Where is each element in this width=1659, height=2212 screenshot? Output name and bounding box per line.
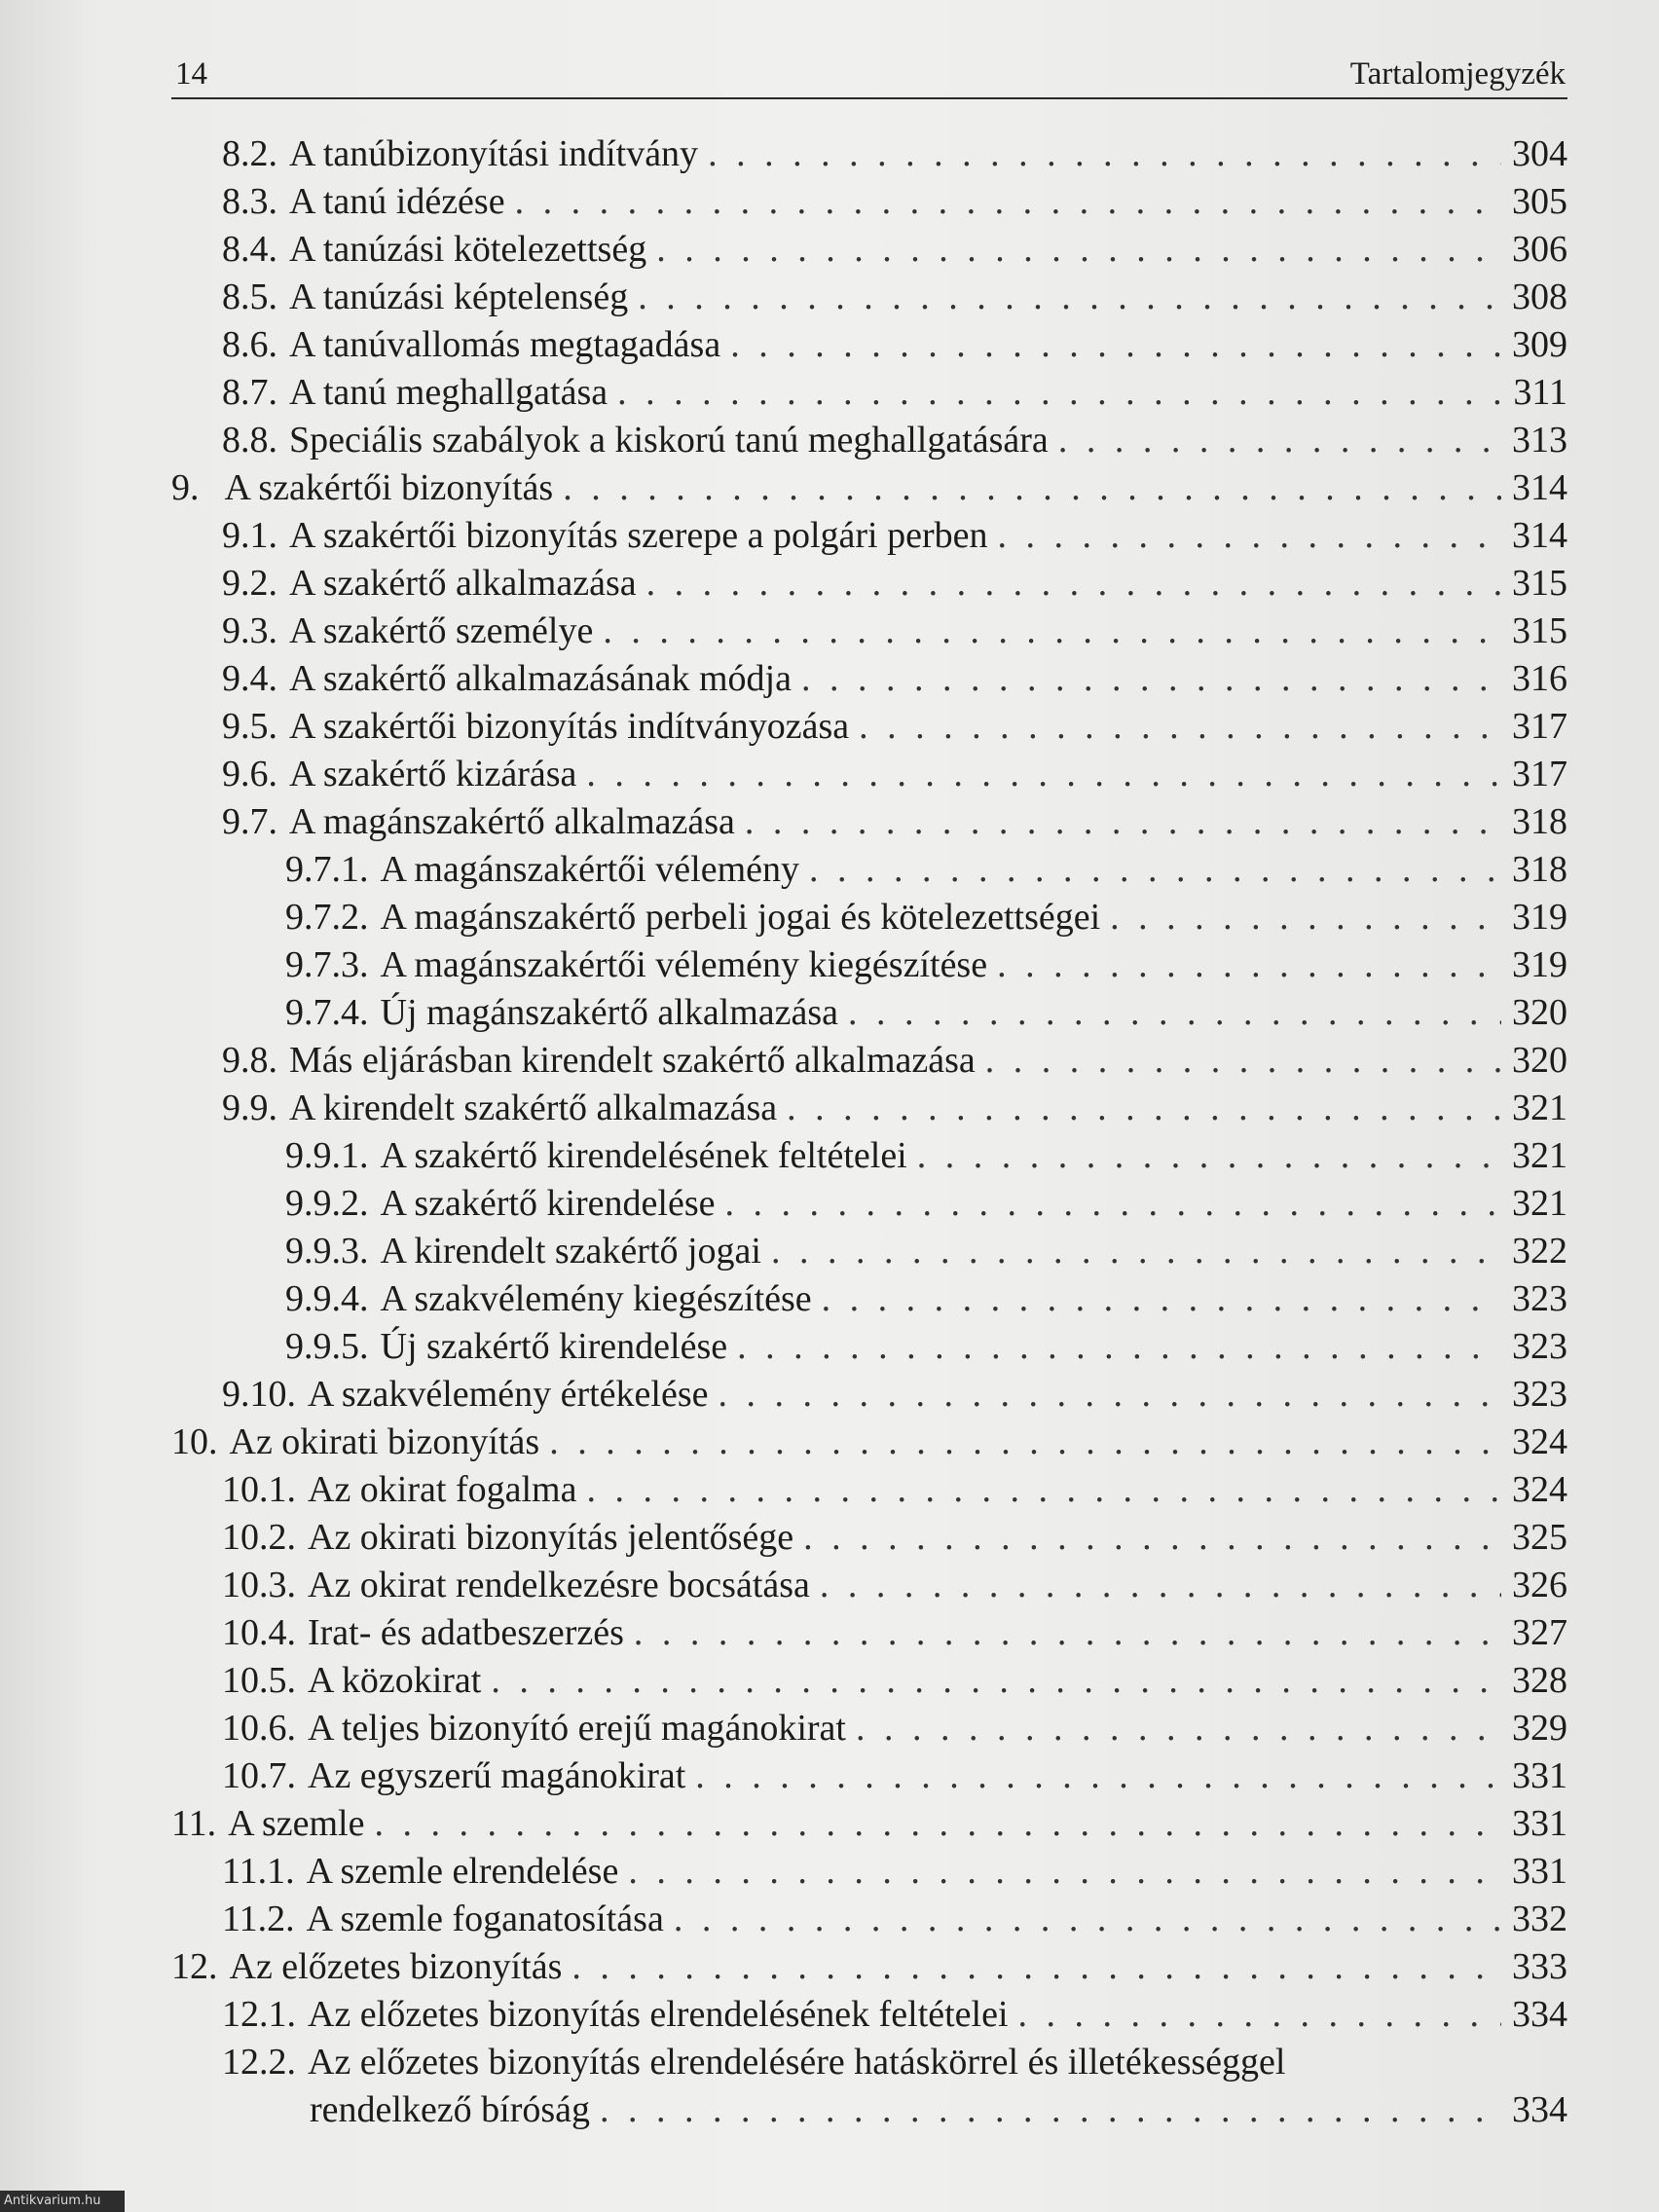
toc-subentry: 9.9.3. A kirendelt szakértő jogai . . . 322 (285, 1230, 1567, 1277)
toc-chapter: 12. Az előzetes bizonyítás . . . 333 (171, 1945, 1567, 1993)
toc-entry: 9.6. A szakértő kizárása . . . 317 (222, 753, 1567, 800)
toc-entry: 10.1. Az okirat fogalma . . . 324 (222, 1468, 1567, 1516)
toc-subentry: 9.9.2. A szakértő kirendelése . . . 321 (285, 1182, 1567, 1230)
toc-entry: 9.2. A szakértő alkalmazása . . . 315 (222, 562, 1567, 609)
toc-entry: 11.2. A szemle foganatosítása . . . 332 (222, 1898, 1567, 1945)
toc-subentry: 9.9.4. A szakvélemény kiegészítése . . . 323 (285, 1277, 1567, 1325)
toc-subentry: 9.7.1. A magánszakértői vélemény . . . 318 (285, 848, 1567, 896)
toc-entry: 9.7. A magánszakértő alkalmazása . . . 318 (222, 800, 1567, 848)
running-title: Tartalomjegyzék (1349, 56, 1566, 92)
page-number: 14 (175, 56, 207, 92)
toc-entry: 8.5. A tanúzási képtelenség . . . 308 (222, 276, 1567, 323)
watermark: Antikvarium.hu (0, 2191, 125, 2212)
toc-subentry: 9.9.1. A szakértő kirendelésének feltételei . . . 321 (285, 1134, 1567, 1182)
toc-entry: 9.9. A kirendelt szakértő alkalmazása . . . 321 (222, 1087, 1567, 1134)
toc-entry-wrapped: 12.2. Az előzetes bizonyítás elrendelésére hatáskörrel és illetékességgel (222, 2042, 1286, 2083)
toc-subentry: 9.7.3. A magánszakértői vélemény kiegészítése . . . 319 (285, 943, 1567, 991)
toc-entry: 10.2. Az okirati bizonyítás jelentősége . . . 325 (222, 1516, 1567, 1564)
toc-entry: 10.4. Irat- és adatbeszerzés . . . 327 (222, 1611, 1567, 1659)
toc-entry: 9.1. A szakértői bizonyítás szerepe a polgári perben . . . 314 (222, 514, 1567, 562)
toc-entry: 11.1. A szemle elrendelése . . . 331 (222, 1850, 1567, 1898)
toc-entry: 8.6. A tanúvallomás megtagadása . . . 309 (222, 323, 1567, 371)
toc-chapter: 10. Az okirati bizonyítás . . . 324 (171, 1420, 1567, 1468)
toc-chapter: 11. A szemle . . . 331 (171, 1802, 1567, 1850)
toc-chapter: 9. A szakértői bizonyítás . . . 314 (171, 466, 1567, 514)
toc-entry: 9.4. A szakértő alkalmazásának módja . . . 316 (222, 657, 1567, 705)
toc-entry: 9.8. Más eljárásban kirendelt szakértő alkalmazása . . . 320 (222, 1039, 1567, 1087)
toc-entry: 10.7. Az egyszerű magánokirat . . . 331 (222, 1754, 1567, 1802)
toc-entry: 10.5. A közokirat . . . 328 (222, 1659, 1567, 1707)
toc-entry: 12.1. Az előzetes bizonyítás elrendelésének feltételei . . . 334 (222, 1993, 1567, 2041)
toc-entry: 9.10. A szakvélemény értékelése . . . 323 (222, 1373, 1567, 1420)
toc-entry: 8.4. A tanúzási kötelezettség . . . 306 (222, 228, 1567, 276)
toc-entry: 8.7. A tanú meghallgatása . . . 311 (222, 371, 1567, 419)
toc-subentry: 9.7.4. Új magánszakértő alkalmazása . . . 320 (285, 991, 1567, 1039)
page-header (171, 51, 1567, 99)
toc-entry: 8.3. A tanú idézése . . . 305 (222, 180, 1567, 228)
toc-subentry: 9.9.5. Új szakértő kirendelése . . . 323 (285, 1325, 1567, 1373)
toc-entry: 10.3. Az okirat rendelkezésre bocsátása . . . 326 (222, 1564, 1567, 1611)
toc-subentry: 9.7.2. A magánszakértő perbeli jogai és kötelezettségei . . . 319 (285, 896, 1567, 943)
toc-entry: 8.8. Speciális szabályok a kiskorú tanú meghallgatására . . . 313 (222, 419, 1567, 466)
toc-entry: 10.6. A teljes bizonyító erejű magánokirat . . . 329 (222, 1707, 1567, 1754)
toc-entry: 9.5. A szakértői bizonyítás indítványozása . . . 317 (222, 705, 1567, 753)
toc-entry-continuation: rendelkező bíróság . . . 334 (310, 2088, 1567, 2136)
toc-entry: 8.2. A tanúbizonyítási indítvány . . . 304 (222, 132, 1567, 180)
toc-entry: 9.3. A szakértő személye . . . 315 (222, 609, 1567, 657)
